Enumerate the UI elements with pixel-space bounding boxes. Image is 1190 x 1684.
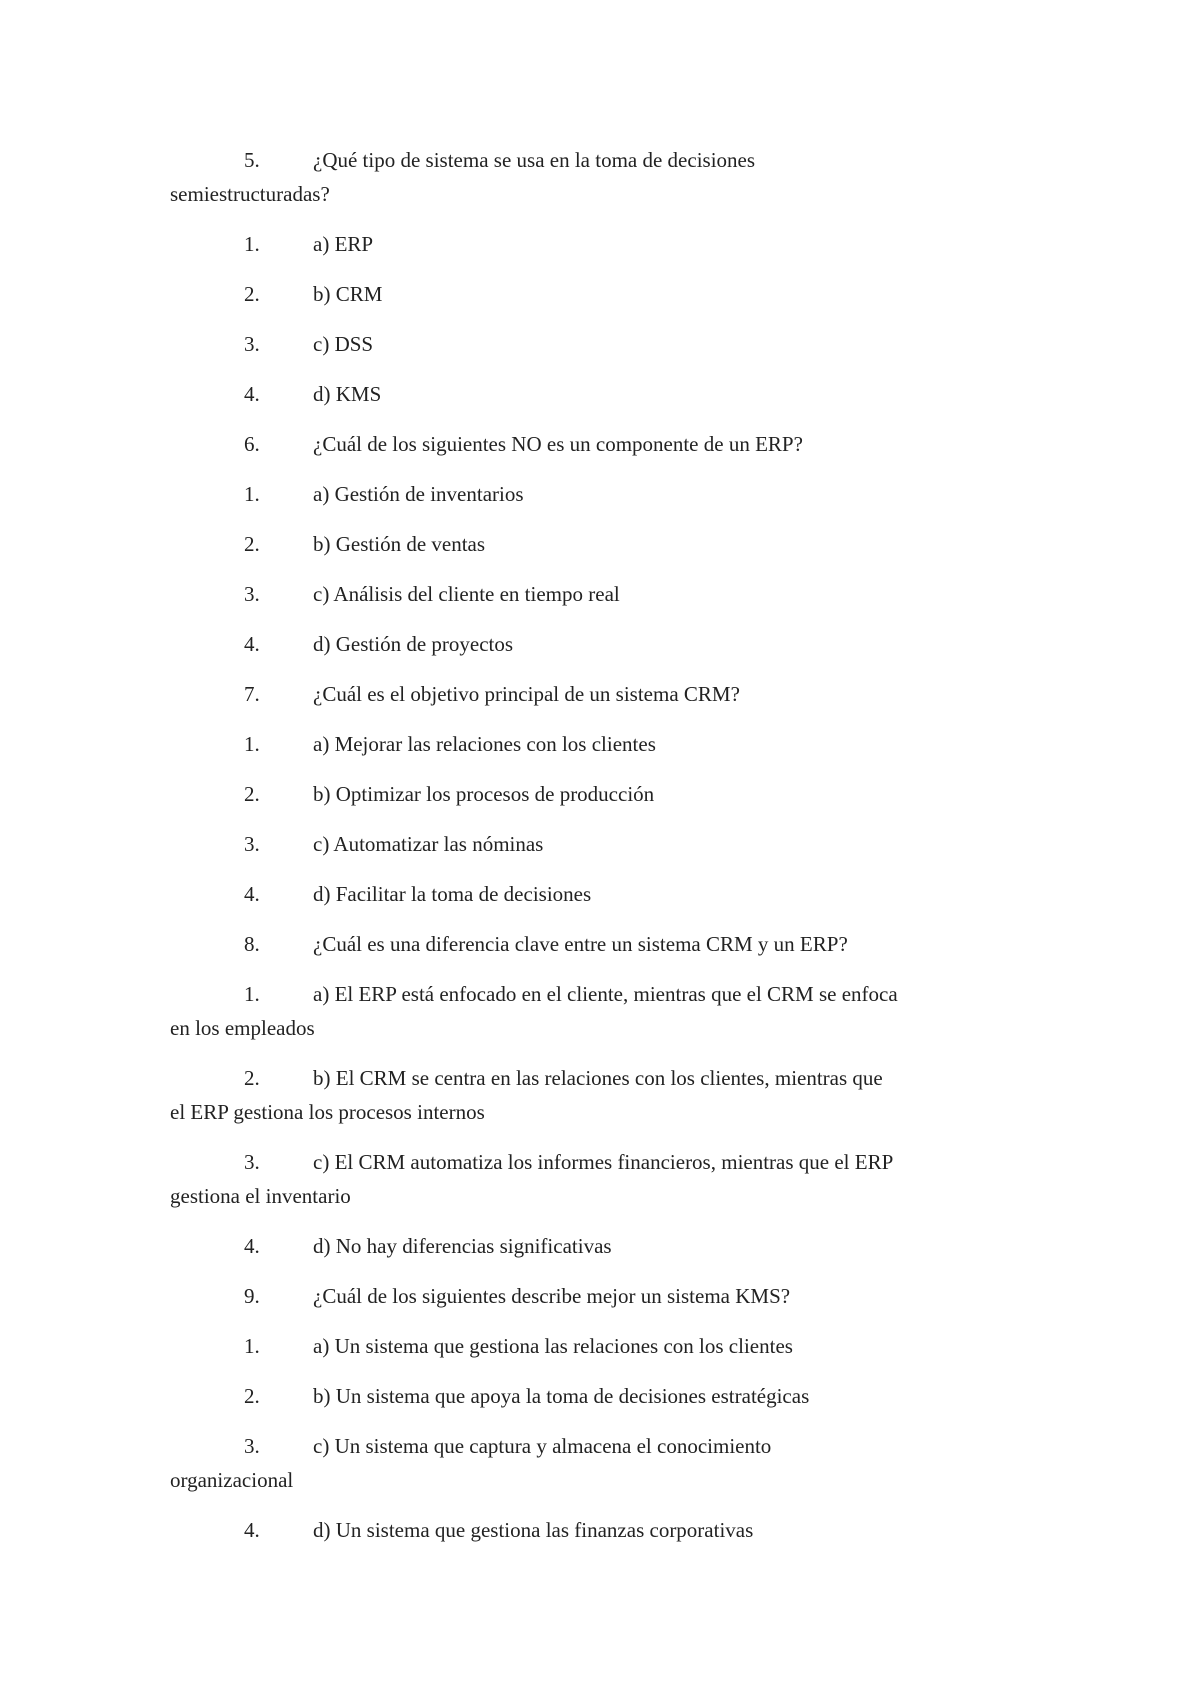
- question-list: [170, 143, 1030, 1563]
- option-text: c) Análisis del cliente en tiempo real: [313, 582, 620, 606]
- answer-option: [170, 727, 1030, 761]
- option-text: b) Gestión de ventas: [313, 532, 486, 556]
- option-text: b) Optimizar los procesos de producción: [313, 782, 655, 806]
- option-text: b) CRM: [313, 282, 383, 306]
- option-text: c) El CRM automatiza los informes financieros, mientras que el ERP: [313, 1150, 894, 1174]
- answer-option: [170, 1229, 1030, 1263]
- answer-option: [170, 1061, 1030, 1129]
- answer-option: [170, 377, 1030, 411]
- question-6: [170, 427, 1030, 461]
- option-text: b) El CRM se centra en las relaciones con los clientes, mientras que: [313, 1066, 883, 1090]
- list-marker: 4.: [244, 632, 260, 656]
- option-text: d) Facilitar la toma de decisiones: [313, 882, 592, 906]
- question-text: ¿Cuál es el objetivo principal de un sistema CRM?: [313, 682, 740, 706]
- option-text: a) El ERP está enfocado en el cliente, mientras que el CRM se enfoca: [313, 982, 898, 1006]
- question-8: [170, 927, 1030, 961]
- option-text: d) Gestión de proyectos: [313, 632, 514, 656]
- list-marker: 3.: [244, 332, 260, 356]
- option-text-continuation: el ERP gestiona los procesos internos: [170, 1100, 485, 1124]
- question-7: [170, 677, 1030, 711]
- answer-option: [170, 1379, 1030, 1413]
- list-marker: 3.: [244, 1150, 260, 1174]
- answer-option: [170, 977, 1030, 1045]
- answer-option: [170, 827, 1030, 861]
- answer-option: [170, 627, 1030, 661]
- list-marker: 4.: [244, 382, 260, 406]
- list-marker: 2.: [244, 282, 260, 306]
- list-marker: 6.: [244, 432, 260, 456]
- question-text: ¿Cuál de los siguientes NO es un componente de un ERP?: [313, 432, 803, 456]
- option-text: d) No hay diferencias significativas: [313, 1234, 612, 1258]
- option-text: a) Un sistema que gestiona las relaciones con los clientes: [313, 1334, 793, 1358]
- list-marker: 1.: [244, 482, 260, 506]
- option-text: b) Un sistema que apoya la toma de decisiones estratégicas: [313, 1384, 810, 1408]
- list-marker: 1.: [244, 732, 260, 756]
- option-text-continuation: en los empleados: [170, 1016, 315, 1040]
- answer-option: [170, 477, 1030, 511]
- list-marker: 4.: [244, 1518, 260, 1542]
- answer-option: [170, 777, 1030, 811]
- list-marker: 2.: [244, 1066, 260, 1090]
- option-text: c) Automatizar las nóminas: [313, 832, 544, 856]
- answer-option: [170, 1145, 1030, 1213]
- list-marker: 1.: [244, 1334, 260, 1358]
- list-marker: 7.: [244, 682, 260, 706]
- option-text: c) Un sistema que captura y almacena el conocimiento: [313, 1434, 772, 1458]
- option-text: d) KMS: [313, 382, 382, 406]
- list-marker: 9.: [244, 1284, 260, 1308]
- answer-option: [170, 577, 1030, 611]
- answer-option: [170, 1429, 1030, 1497]
- list-marker: 2.: [244, 1384, 260, 1408]
- answer-option: [170, 277, 1030, 311]
- list-marker: 3.: [244, 832, 260, 856]
- answer-option: [170, 1513, 1030, 1547]
- answer-option: [170, 227, 1030, 261]
- list-marker: 4.: [244, 882, 260, 906]
- question-text: ¿Qué tipo de sistema se usa en la toma de decisiones: [313, 148, 756, 172]
- question-text-continuation: semiestructuradas?: [170, 182, 330, 206]
- option-text: d) Un sistema que gestiona las finanzas corporativas: [313, 1518, 754, 1542]
- list-marker: 4.: [244, 1234, 260, 1258]
- list-marker: 2.: [244, 532, 260, 556]
- list-marker: 3.: [244, 582, 260, 606]
- list-marker: 3.: [244, 1434, 260, 1458]
- answer-option: [170, 327, 1030, 361]
- question-text: ¿Cuál es una diferencia clave entre un sistema CRM y un ERP?: [313, 932, 848, 956]
- option-text: a) Gestión de inventarios: [313, 482, 524, 506]
- list-marker: 2.: [244, 782, 260, 806]
- question-9: [170, 1279, 1030, 1313]
- option-text-continuation: organizacional: [170, 1468, 294, 1492]
- answer-option: [170, 527, 1030, 561]
- option-text: c) DSS: [313, 332, 374, 356]
- answer-option: [170, 1329, 1030, 1363]
- answer-option: [170, 877, 1030, 911]
- list-marker: 8.: [244, 932, 260, 956]
- option-text-continuation: gestiona el inventario: [170, 1184, 351, 1208]
- list-marker: 5.: [244, 148, 260, 172]
- list-marker: 1.: [244, 982, 260, 1006]
- list-marker: 1.: [244, 232, 260, 256]
- option-text: a) ERP: [313, 232, 374, 256]
- option-text: a) Mejorar las relaciones con los clientes: [313, 732, 656, 756]
- question-text: ¿Cuál de los siguientes describe mejor un sistema KMS?: [313, 1284, 791, 1308]
- question-5: [170, 143, 1030, 211]
